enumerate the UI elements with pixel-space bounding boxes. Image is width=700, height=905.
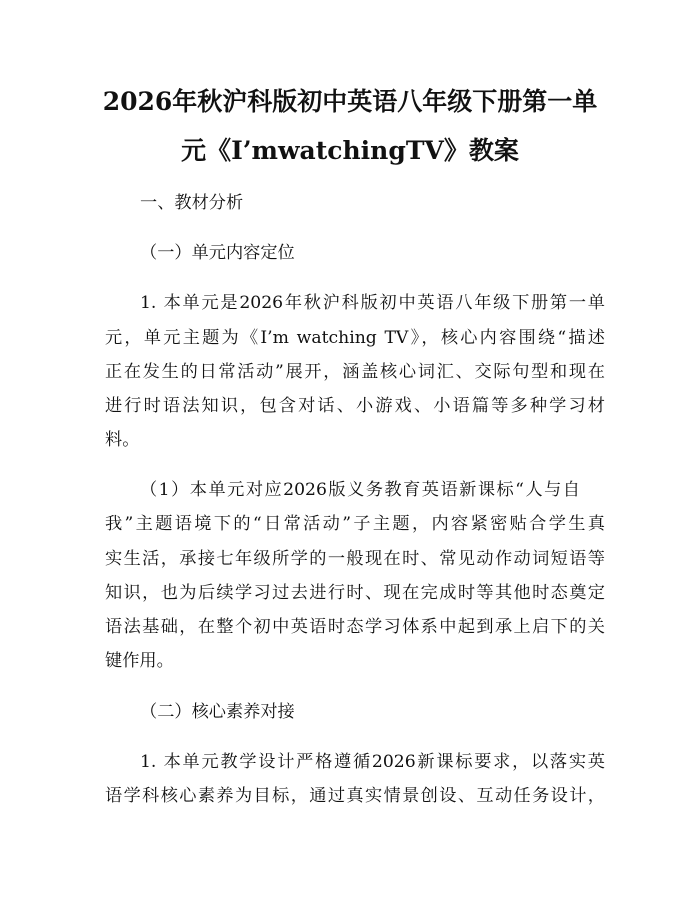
paragraph-2-line-5: 语法基础，在整个初中英语时态学习体系中起到承上启下的关 bbox=[105, 617, 605, 637]
paragraph-1-line-2: 元，单元主题为《I’m watching TV》，核心内容围绕“描述 bbox=[105, 328, 605, 348]
paragraph-1-line-1: 1. 本单元是2026年秋沪科版初中英语八年级下册第一单 bbox=[140, 293, 605, 313]
document-title-line-1: 2026年秋沪科版初中英语八年级下册第一单 bbox=[102, 87, 598, 116]
paragraph-1-line-4: 进行时语法知识，包含对话、小游戏、小语篇等多种学习材 bbox=[105, 396, 605, 416]
paragraph-1-line-3: 正在发生的日常活动”展开，涵盖核心词汇、交际句型和现在 bbox=[105, 362, 605, 382]
document-title-line-2: 元《I’mwatchingTV》教案 bbox=[181, 136, 519, 165]
paragraph-2-line-2: 我”主题语境下的“日常活动”子主题，内容紧密贴合学生真 bbox=[105, 514, 605, 534]
paragraph-1-line-5: 料。 bbox=[105, 430, 140, 450]
paragraph-3-line-2: 语学科核心素养为目标，通过真实情景创设、互动任务设计， bbox=[105, 786, 605, 806]
paragraph-2-line-4: 知识，也为后续学习过去进行时、现在完成时等其他时态奠定 bbox=[105, 583, 605, 603]
subsection-heading-core-literacy: （二）核心素养对接 bbox=[140, 702, 295, 722]
subsection-heading-unit-positioning: （一）单元内容定位 bbox=[140, 243, 295, 263]
paragraph-2-line-1: （1）本单元对应2026版义务教育英语新课标“人与自 bbox=[140, 480, 580, 500]
paragraph-2-line-6: 键作用。 bbox=[105, 651, 174, 671]
paragraph-3-line-1: 1. 本单元教学设计严格遵循2026新课标要求，以落实英 bbox=[140, 752, 605, 772]
paragraph-2-line-3: 实生活，承接七年级所学的一般现在时、常见动作动词短语等 bbox=[105, 549, 605, 569]
section-heading-textbook-analysis: 一、教材分析 bbox=[140, 193, 244, 213]
